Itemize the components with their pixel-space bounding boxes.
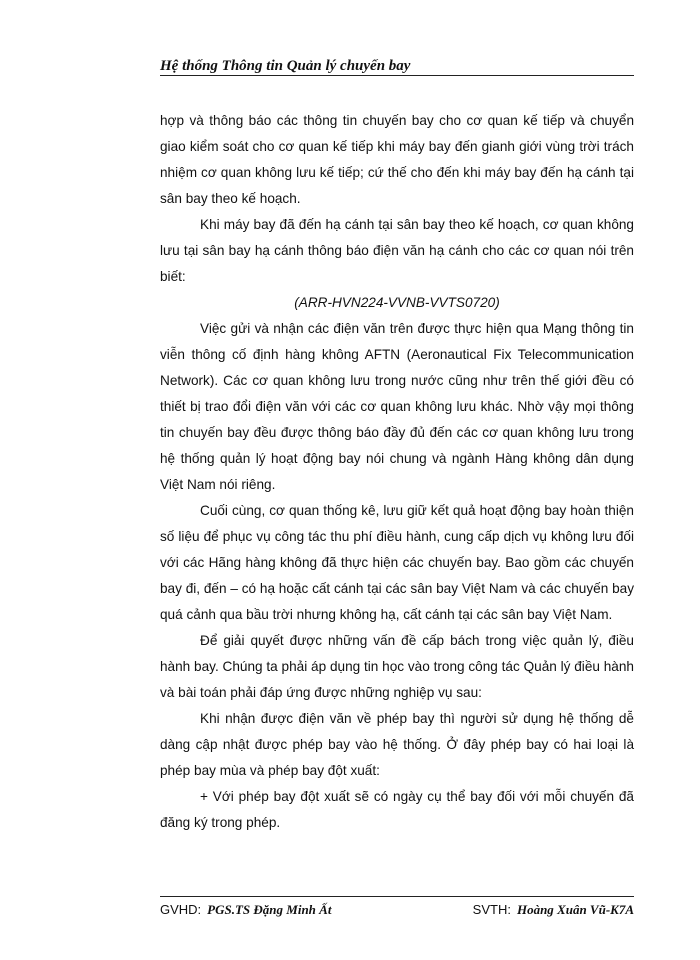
footer-divider [160,896,634,897]
paragraph-aftn-network: Việc gửi và nhận các điện văn trên được thực hiện qua Mạng thông tin viễn thông cố định hàng không AFTN (Aeronautical Fix Telecommunication Network). Các cơ quan không lưu trong nước cũng như trên thế giới đều có thiết bị trao đổi điện văn với các cơ quan không lưu khác. Nhờ vậy mọi thông tin chuyến bay đều được thông báo đầy đủ đến các cơ quan không lưu trong hệ thống quản lý hoạt động bay nói chung và ngành Hàng không dân dụng Việt Nam nói riêng. [160,321,634,492]
student-info [473,900,634,920]
paragraph-statistics: Cuối cùng, cơ quan thống kê, lưu giữ kết quả hoạt động bay hoàn thiện số liệu để phục vụ công tác thu phí điều hành, cung cấp dịch vụ không lưu đối với các Hãng hàng không đã thực hiện các chuyến bay. Bao gồm các chuyến bay đi, đến – có hạ hoặc cất cánh tại các sân bay Việt Nam và các chuyến bay quá cảnh qua bầu trời nhưng không hạ, cất cánh tại các sân bay Việt Nam. [160,503,634,622]
paragraph-landing-notice: Khi máy bay đã đến hạ cánh tại sân bay theo kế hoạch, cơ quan không lưu tại sân bay hạ cánh thông báo điện văn hạ cánh cho các cơ quan nói trên biết: [160,217,634,284]
arrival-message-code: (ARR-HVN224-VVNB-VVTS0720) [294,295,500,310]
document-body [160,108,634,836]
paragraph-requirements: Để giải quyết được những vấn đề cấp bách trong việc quản lý, điều hành bay. Chúng ta phải áp dụng tin học vào trong công tác Quản lý điều hành và bài toán phải đáp ứng được những nghiệp vụ sau: [160,633,634,700]
student-label: SVTH: [472,902,511,917]
page-header-title: Hệ thống Thông tin Quản lý chuyến bay [160,58,411,74]
paragraph-continuation: hợp và thông báo các thông tin chuyến bay cho cơ quan kế tiếp và chuyển giao kiểm soát cho cơ quan kế tiếp khi máy bay đến gianh giới vùng trời trách nhiệm cơ quan không lưu kế tiếp; cứ thế cho đến khi máy bay đến hạ cánh tại sân bay theo kế hoạch. [160,113,634,206]
advisor-name: PGS.TS Đặng Minh Ất [207,902,332,917]
header-divider [160,75,634,76]
advisor-info [160,900,331,920]
page-footer [160,900,634,920]
student-name: Hoàng Xuân Vũ-K7A [516,902,634,917]
paragraph-adhoc-permit: + Với phép bay đột xuất sẽ có ngày cụ thể bay đối với mỗi chuyến đã đăng ký trong phép. [160,789,634,830]
advisor-label: GVHD: [160,902,202,917]
paragraph-flight-permits: Khi nhận được điện văn về phép bay thì người sử dụng hệ thống dễ dàng cập nhật được phép bay vào hệ thống. Ở đây phép bay có hai loại là phép bay mùa và phép bay đột xuất: [160,711,634,778]
